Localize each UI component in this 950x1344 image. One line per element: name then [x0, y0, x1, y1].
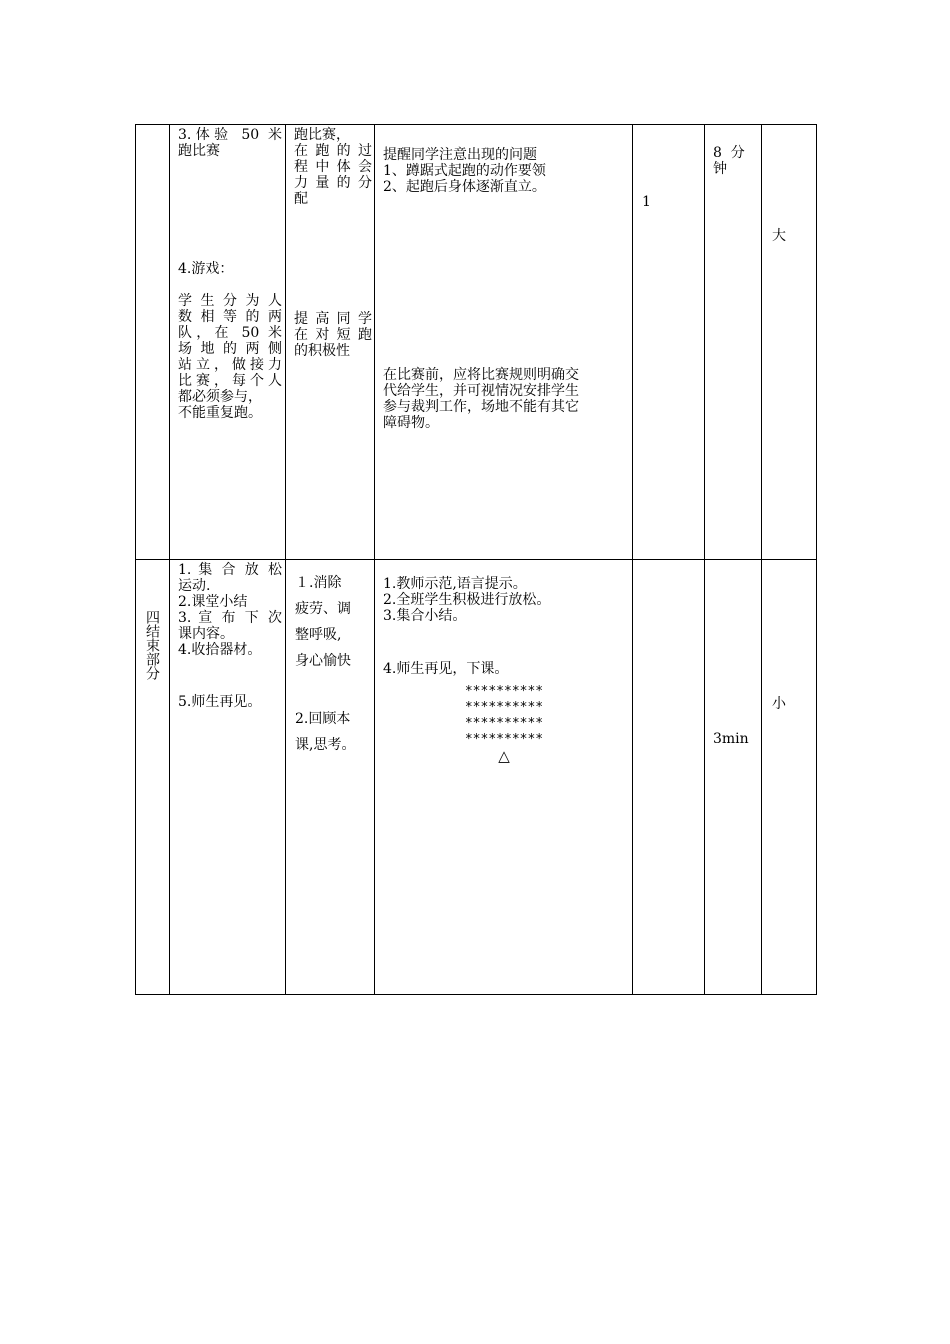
method-cell [375, 125, 633, 560]
section-cell [136, 125, 170, 560]
formation-row: ********** [464, 700, 544, 715]
formation-row: ********** [464, 716, 544, 731]
content-cell [170, 560, 286, 995]
count-cell [633, 560, 705, 995]
goal-cell [286, 560, 375, 995]
lesson-plan-table [135, 124, 817, 995]
method-text-a: 1.教师示范,语言提示。 2.全班学生积极进行放松。 3.集合小结。 [383, 576, 551, 624]
goal-cell [286, 125, 375, 560]
method-text-a: 提醒同学注意出现的问题 1、蹲踞式起跑的动作要领 2、起跑后身体逐渐直立。 [383, 147, 546, 195]
method-text-b: 4.师生再见，下课。 [383, 661, 509, 677]
intensity-cell [762, 560, 817, 995]
intensity-value: 小 [772, 696, 786, 712]
content-item-3: 3.体验 50 米 跑比赛 [178, 127, 282, 159]
section-cell [136, 560, 170, 995]
intensity-value: 大 [772, 228, 786, 244]
table-row [136, 125, 817, 560]
count-value: 1 [642, 194, 651, 210]
content-farewell: 5.师生再见。 [178, 694, 262, 710]
goal-text-a: １.消除 疲劳、调 整呼吸, 身心愉快 [295, 575, 351, 669]
formation-row: ********** [464, 684, 544, 699]
teacher-triangle-icon: △ [498, 747, 510, 765]
intensity-cell [762, 125, 817, 560]
content-item-4-body: 学 生 分 为 人 数 相 等 的 两 队，在 50 米 场 地 的 两 侧 站立，做接力 比赛，每个人 都必须参与， 不能重复跑。 [178, 293, 282, 421]
goal-text-a: 跑比赛， 在跑的过 程中体会 力量的分 配 [294, 127, 372, 207]
content-cell [170, 125, 286, 560]
time-cell [705, 125, 762, 560]
formation-row: ********** [464, 732, 544, 747]
count-cell [633, 125, 705, 560]
method-cell [375, 560, 633, 995]
method-text-b: 在比赛前，应将比赛规则明确交 代给学生，并可视情况安排学生 参与裁判工作，场地不能有其它 障碍物。 [383, 367, 579, 431]
section-label: 四结束部分 [144, 610, 160, 680]
goal-text-b: 2.回顾本 课,思考。 [295, 711, 356, 753]
time-cell [705, 560, 762, 995]
time-value: 8 分 钟 [713, 145, 745, 177]
formation-diagram [375, 684, 633, 764]
time-value: 3min [713, 731, 749, 747]
content-list: 1. 集 合 放 松 运动. 2.课堂小结 3. 宣 布 下 次 课内容。 4.收拾器材。 [178, 562, 282, 658]
table-row [136, 560, 817, 995]
content-item-4-title: 4.游戏： [178, 261, 234, 277]
goal-text-b: 提高同学 在对短跑 的积极性 [294, 311, 372, 359]
